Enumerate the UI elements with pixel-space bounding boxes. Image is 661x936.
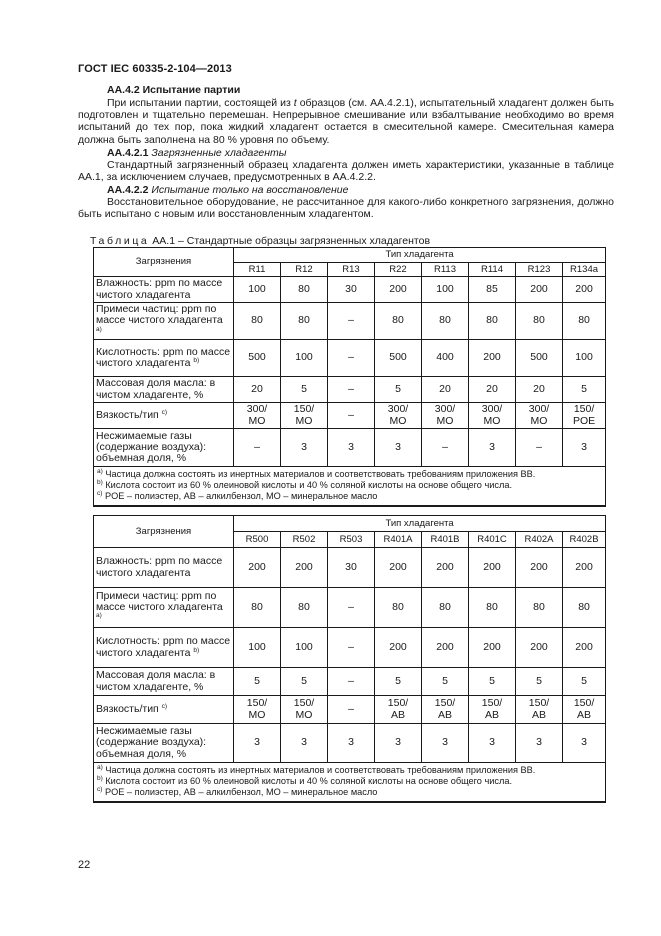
table-cell: – <box>328 340 375 377</box>
refrigerant-code: R13 <box>328 263 375 277</box>
table-cell: 150/ АВ <box>469 696 516 724</box>
table-cell: – <box>422 429 469 467</box>
table-cell: 3 <box>422 724 469 763</box>
row-label: Вязкость/тип $^{c)}$ <box>94 403 234 429</box>
table-cell: 80 <box>563 303 606 340</box>
table-cell: 200 <box>375 548 422 588</box>
particles-row <box>94 303 606 340</box>
table-cell: 200 <box>469 340 516 377</box>
table-cell: – <box>328 377 375 403</box>
table-cell: 20 <box>469 377 516 403</box>
table-cell: 200 <box>516 277 563 303</box>
table-cell: 20 <box>234 377 281 403</box>
table-cell: 200 <box>375 628 422 668</box>
table-cell: 3 <box>375 429 422 467</box>
table-cell: 80 <box>281 303 328 340</box>
table-cell: 80 <box>469 303 516 340</box>
table-cell: 200 <box>281 548 328 588</box>
table-cell: 20 <box>422 377 469 403</box>
refrigerant-type-header: Тип хладагента <box>234 516 606 532</box>
gases-row <box>94 724 606 763</box>
table-cell: 200 <box>516 628 563 668</box>
table-cell: 80 <box>375 588 422 628</box>
table-caption: Таблица АА.1 – Стандартные образцы загрязненных хладагентов <box>90 235 431 247</box>
contaminants-header: Загрязнения <box>94 516 234 548</box>
table-cell: 3 <box>563 724 606 763</box>
table-cell: 200 <box>563 548 606 588</box>
table-cell: 80 <box>469 588 516 628</box>
table-cell: 80 <box>375 303 422 340</box>
acidity-row <box>94 340 606 377</box>
gases-row <box>94 429 606 467</box>
oil-row <box>94 377 606 403</box>
footnotes-row <box>94 467 606 506</box>
section-aa-4-2-2-text: Восстановительное оборудование, не рассчитанное для какого-либо конкретного загрязнения, должно быть испытано с новым или восстановленным хладагентом. <box>78 196 614 221</box>
table-cell: 200 <box>234 548 281 588</box>
table-cell: 100 <box>422 277 469 303</box>
footnote-mark: b) <box>193 357 200 364</box>
table-cell: 85 <box>469 277 516 303</box>
section-aa-4-2-text: При испытании партии, состоящей из t образцов (см. АА.4.2.1), испытательный хладагент должен быть подготовлен и тщательно перемешан. Непрерывное смешивание или взбалтывание необходимо во время испытаний до тех пор, пока жидкий хладагент остается в смесительной камере. Смесительная камера должна быть заполнена на 80 % уровня по объему. <box>78 97 614 146</box>
oil-row <box>94 668 606 696</box>
table-cell: 200 <box>563 277 606 303</box>
table-cell: 100 <box>281 628 328 668</box>
row-label: Несжимаемые газы (содержание воздуха): объемная доля, % <box>94 724 234 763</box>
footnote-c: $^{c)}$ POE – полиэстер, АВ – алкилбензол, МО – минеральное масло <box>97 490 378 502</box>
table-cell: 80 <box>281 277 328 303</box>
moisture-row <box>94 277 606 303</box>
row-label: Кислотность: ppm по массе чистого хладагента $^{b)}$ <box>94 340 234 377</box>
table-cell: 80 <box>281 588 328 628</box>
table-cell: 200 <box>375 277 422 303</box>
table-cell: 300/ МО <box>516 403 563 429</box>
footnote-b: $^{b)}$ Кислота состоит из 60 % олеиновой кислоты и 40 % соляной кислоты на основе общего числа. <box>97 775 513 787</box>
table-footnotes <box>94 763 606 802</box>
table-cell: 300/ МО <box>234 403 281 429</box>
refrigerant-code: R402A <box>516 532 563 548</box>
refrigerant-code: R123 <box>516 263 563 277</box>
table-cell: 80 <box>563 588 606 628</box>
table-cell: – <box>328 668 375 696</box>
table-cell: 200 <box>469 628 516 668</box>
table-cell: – <box>328 696 375 724</box>
table-cell: 5 <box>375 377 422 403</box>
table-cell: 3 <box>328 724 375 763</box>
contaminated-refrigerants-table-2 <box>93 515 606 803</box>
refrigerant-code: R401C <box>469 532 516 548</box>
table-cell: – <box>234 429 281 467</box>
row-label: Массовая доля масла: в чистом хладагенте, % <box>94 668 234 696</box>
table-cell: 500 <box>516 340 563 377</box>
table-cell: – <box>328 303 375 340</box>
table-cell: 200 <box>563 628 606 668</box>
table-footnotes <box>94 467 606 506</box>
row-label: Вязкость/тип $^{c)}$ <box>94 696 234 724</box>
table-cell: 500 <box>234 340 281 377</box>
table-cell: 3 <box>563 429 606 467</box>
table-cell: 400 <box>422 340 469 377</box>
footnote-mark: c) <box>161 702 168 710</box>
table-cell: 20 <box>516 377 563 403</box>
refrigerant-code: R134a <box>563 263 606 277</box>
table-cell: 80 <box>516 588 563 628</box>
table-cell: 3 <box>516 724 563 763</box>
refrigerant-code: R402B <box>563 532 606 548</box>
document-header: ГОСТ IEC 60335-2-104—2013 <box>78 63 232 75</box>
table-cell: 3 <box>469 429 516 467</box>
section-aa-4-2-title: АА.4.2 Испытание партии <box>107 84 241 96</box>
footnote-mark: a) <box>96 325 102 333</box>
viscosity-row <box>94 403 606 429</box>
table-cell: 3 <box>375 724 422 763</box>
table-cell: – <box>516 429 563 467</box>
table-cell: 80 <box>234 588 281 628</box>
table-cell: 5 <box>375 668 422 696</box>
acidity-row <box>94 628 606 668</box>
table-cell: 100 <box>281 340 328 377</box>
table-cell: 100 <box>234 277 281 303</box>
row-label: Примеси частиц: ppm по массе чистого хладагента $^{a)}$ <box>94 303 234 340</box>
refrigerant-code: R502 <box>281 532 328 548</box>
table-cell: 80 <box>234 303 281 340</box>
footnotes-row <box>94 763 606 802</box>
refrigerant-code: R113 <box>422 263 469 277</box>
row-label: Влажность: ppm по массе чистого хладагента <box>94 277 234 303</box>
table-cell: 150/ АВ <box>422 696 469 724</box>
section-aa-4-2-1-title: АА.4.2.1 Загрязненные хладагенты <box>107 147 287 159</box>
footnote-mark: a) <box>96 612 102 620</box>
refrigerant-code: R114 <box>469 263 516 277</box>
table-cell: 30 <box>328 548 375 588</box>
row-label: Кислотность: ppm по массе чистого хладагента $^{b)}$ <box>94 628 234 668</box>
table-cell: 80 <box>422 588 469 628</box>
table-cell: 5 <box>469 668 516 696</box>
footnote-a: $^{a)}$ Частица должна состоять из инертных материалов и соответствовать требованиям приложения ВВ. <box>97 764 536 775</box>
table-cell: 80 <box>422 303 469 340</box>
contaminated-refrigerants-table-1 <box>93 247 606 507</box>
table-cell: 200 <box>422 548 469 588</box>
table-cell: 3 <box>328 429 375 467</box>
row-label: Влажность: ppm по массе чистого хладагента <box>94 548 234 588</box>
refrigerant-code: R22 <box>375 263 422 277</box>
particles-row <box>94 588 606 628</box>
table-cell: – <box>328 588 375 628</box>
refrigerant-type-header: Тип хладагента <box>234 248 606 263</box>
table-cell: 80 <box>516 303 563 340</box>
row-label: Массовая доля масла: в чистом хладагенте, % <box>94 377 234 403</box>
table-cell: 100 <box>563 340 606 377</box>
table-cell: 5 <box>516 668 563 696</box>
page-number: 22 <box>78 859 91 871</box>
table-cell: 5 <box>563 377 606 403</box>
table-cell: 300/ МО <box>422 403 469 429</box>
table-cell: 300/ МО <box>469 403 516 429</box>
footnote-c: $^{c)}$ POE – полиэстер, АВ – алкилбензол, МО – минеральное масло <box>97 786 378 798</box>
table-cell: 150/ АВ <box>563 696 606 724</box>
table-cell: 3 <box>281 429 328 467</box>
table-cell: 5 <box>281 377 328 403</box>
footnote-a: $^{a)}$ Частица должна состоять из инертных материалов и соответствовать требованиям приложения ВВ. <box>97 468 536 479</box>
section-aa-4-2-1-text: Стандартный загрязненный образец хладагента должен иметь характеристики, указанные в таблице АА.1, за исключением случаев, предусмотренных в АА.4.2.2. <box>78 159 614 184</box>
table-cell: 300/ МО <box>375 403 422 429</box>
table-cell: 100 <box>234 628 281 668</box>
table-cell: 5 <box>422 668 469 696</box>
refrigerant-code: R12 <box>281 263 328 277</box>
contaminants-header: Загрязнения <box>94 248 234 277</box>
table-cell: 5 <box>281 668 328 696</box>
table-cell: 3 <box>281 724 328 763</box>
footnote-mark: c) <box>161 408 168 416</box>
section-aa-4-2-2-title: АА.4.2.2 Испытание только на восстановление <box>107 184 349 196</box>
table-cell: 150/ МО <box>281 696 328 724</box>
table-cell: 3 <box>469 724 516 763</box>
refrigerant-code: R401B <box>422 532 469 548</box>
table-cell: 200 <box>422 628 469 668</box>
table-cell: 150/ АВ <box>375 696 422 724</box>
refrigerant-code: R401A <box>375 532 422 548</box>
variable-t: t <box>293 97 297 109</box>
refrigerant-code: R500 <box>234 532 281 548</box>
refrigerant-code: R11 <box>234 263 281 277</box>
refrigerant-code: R503 <box>328 532 375 548</box>
table-cell: 150/ МО <box>234 696 281 724</box>
table-cell: – <box>328 403 375 429</box>
table-cell: 150/ POE <box>563 403 606 429</box>
table-cell: 500 <box>375 340 422 377</box>
table-cell: 30 <box>328 277 375 303</box>
table-cell: 5 <box>234 668 281 696</box>
table-cell: 5 <box>563 668 606 696</box>
table-cell: 150/ АВ <box>516 696 563 724</box>
table-cell: 200 <box>469 548 516 588</box>
footnote-mark: b) <box>193 646 200 654</box>
table-cell: 3 <box>234 724 281 763</box>
footnote-b: $^{b)}$ Кислота состоит из 60 % олеиновой кислоты и 40 % соляной кислоты на основе общего числа. <box>97 479 513 491</box>
moisture-row <box>94 548 606 588</box>
row-label: Примеси частиц: ppm по массе чистого хладагента $^{a)}$ <box>94 588 234 628</box>
table-cell: 150/ МО <box>281 403 328 429</box>
table-cell: – <box>328 628 375 668</box>
row-label: Несжимаемые газы (содержание воздуха): объемная доля, % <box>94 429 234 467</box>
table-cell: 200 <box>516 548 563 588</box>
viscosity-row <box>94 696 606 724</box>
